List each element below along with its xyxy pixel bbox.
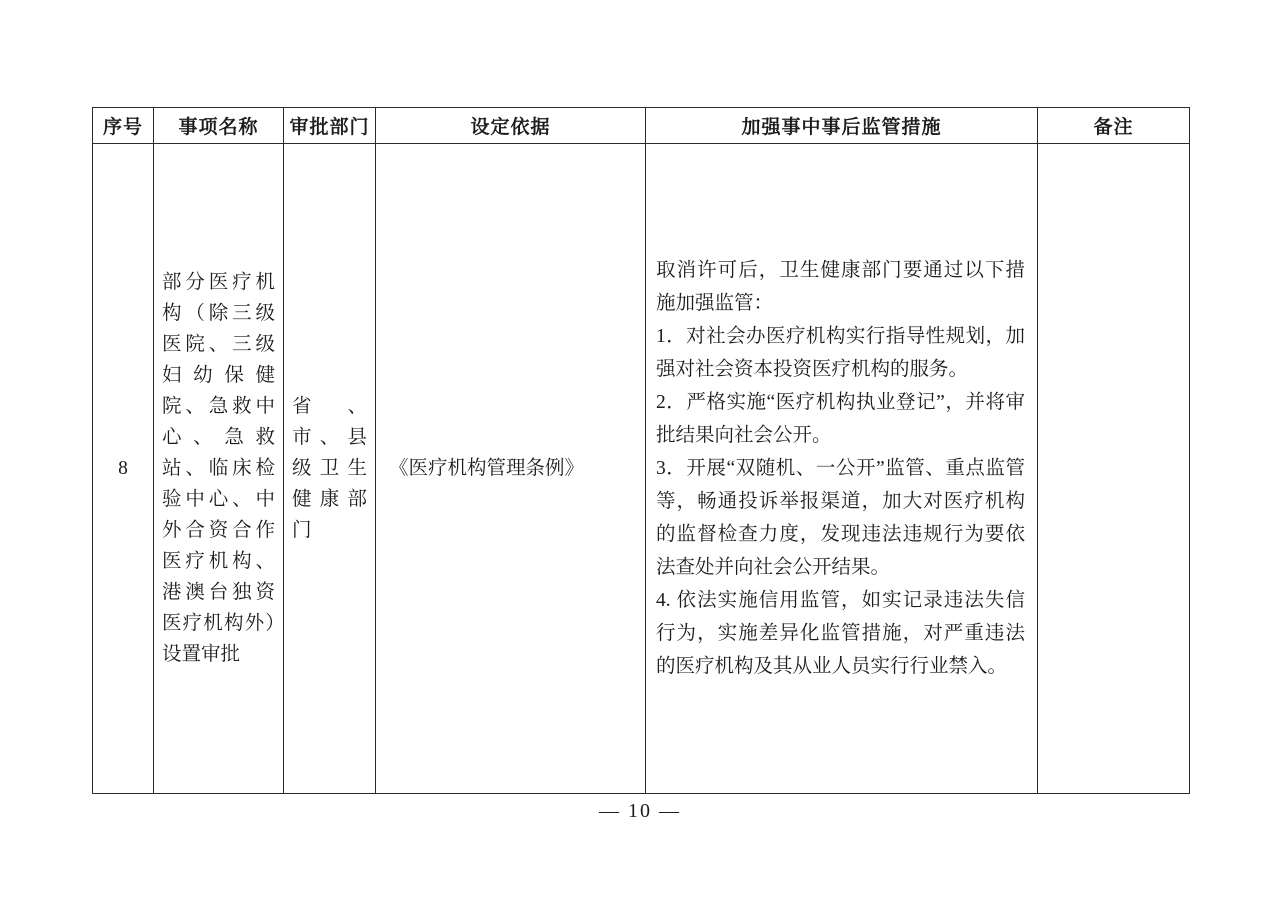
measure-intro: 取消许可后，卫生健康部门要通过以下措施加强监管： — [656, 260, 1025, 314]
approval-items-table — [92, 107, 1190, 794]
measure-item-1: 1．对社会办医疗机构实行指导性规划，加强对社会资本投资医疗机构的服务。 — [656, 326, 1025, 380]
row-supervision-measures — [646, 144, 1038, 794]
measure-item-2: 2．严格实施“医疗机构执业登记”，并将审批结果向社会公开。 — [656, 392, 1025, 446]
column-header-measures: 加强事中事后监管措施 — [646, 108, 1038, 144]
header-row — [93, 108, 1190, 144]
table-row — [93, 144, 1190, 794]
row-remark — [1038, 144, 1190, 794]
row-approval-department: 省、市、县级卫生健康部门 — [284, 144, 376, 794]
row-item-name: 部分医疗机构（除三级医院、三级妇幼保健院、急救中心、急救站、临床检验中心、中外合资合作医疗机构、港澳台独资医疗机构外）设置审批 — [154, 144, 284, 794]
column-header-department: 审批部门 — [284, 108, 376, 144]
column-header-remark: 备注 — [1038, 108, 1190, 144]
row-setting-basis: 《医疗机构管理条例》 — [376, 144, 646, 794]
measure-item-4: 4. 依法实施信用监管，如实记录违法失信行为，实施差异化监管措施，对严重违法的医疗机构及其从业人员实行行业禁入。 — [656, 590, 1025, 677]
column-header-basis: 设定依据 — [376, 108, 646, 144]
measure-item-3: 3．开展“双随机、一公开”监管、重点监管等，畅通投诉举报渠道，加大对医疗机构的监督检查力度，发现违法违规行为要依法查处并向社会公开结果。 — [656, 458, 1025, 578]
column-header-seq: 序号 — [93, 108, 154, 144]
page-number: — 10 — — [599, 800, 681, 822]
column-header-item-name: 事项名称 — [154, 108, 284, 144]
row-seq-number: 8 — [93, 144, 154, 794]
